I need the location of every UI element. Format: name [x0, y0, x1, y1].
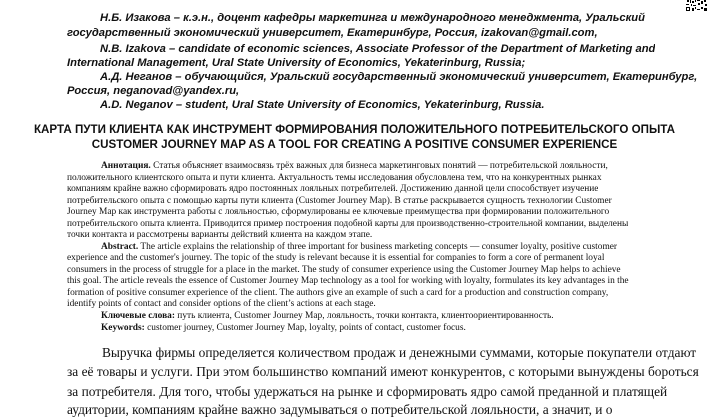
- keywords-en-label: Keywords:: [101, 323, 145, 333]
- annotation-line-1: Аннотация. Статья объясняет взаимосвязь трёх важных для бизнеса маркетинговых понятий — потребительской лояльности,: [101, 161, 608, 171]
- author-line-5: А.Д. Неганов – обучающийся, Уральский государственный экономический университет, Екатеринбург,: [100, 71, 698, 83]
- abstract-line-6: identify points of contact and consider options of the client’s actions at each stage.: [67, 299, 376, 309]
- keywords-ru: Ключевые слова: путь клиента, Customer Journey Map, лояльность, точки контакта, клиентоориентированность.: [101, 311, 554, 321]
- abstract-label: Abstract.: [101, 241, 139, 252]
- keywords-ru-label: Ключевые слова:: [101, 311, 175, 321]
- author-line-3: N.B. Izakova – candidate of economic sciences, Associate Professor of the Department of Marketing and: [100, 43, 656, 55]
- author-line-7: A.D. Neganov – student, Ural State University of Economics, Yekaterinburg, Russia.: [100, 99, 545, 111]
- author-line-4: International Management, Ural State University of Economics, Yekaterinburg, Russia;: [67, 57, 526, 69]
- abstract-line-5: formation of positive consumer experience of the client. The authors give an example of such a card for a production and construction company,: [67, 287, 609, 298]
- annotation-line-7: точки контакта и рассмотрены варианты действий клиента на каждом этапе.: [67, 230, 373, 240]
- qr-code-icon: [686, 0, 708, 12]
- title-en: CUSTOMER JOURNEY MAP AS A TOOL FOR CREATING A POSITIVE CONSUMER EXPERIENCE: [91, 138, 618, 151]
- keywords-en: Keywords: customer journey, Customer Journey Map, loyalty, points of contact, customer focus.: [101, 323, 466, 333]
- annotation-line-3: компаниям крайне важно сформировать ядро постоянных лояльных потребителей. Достижению данной цели способствует изучение: [67, 184, 599, 194]
- abstract-line-2: experience and the customer's journey. The topic of the study is relevant because it is essential for companies to form a core of permanent loyal: [67, 253, 605, 263]
- title-ru: КАРТА ПУТИ КЛИЕНТА КАК ИНСТРУМЕНТ ФОРМИРОВАНИЯ ПОЛОЖИТЕЛЬНОГО ПОТРЕБИТЕЛЬСКОГО ОПЫТА: [33, 123, 676, 136]
- body-line-4: аудитории, компаниям крайне важно задумываться о потребительской лояльности, а значит, и о: [67, 402, 613, 417]
- annotation-line-4: потребительского опыта с помощью карты пути клиента (Customer Journey Map). В статье раскрывается сущность технологии Customer: [67, 195, 612, 206]
- annotation-line-6: потребительского опыта клиента. Приводится пример построения подобной карты для производственно-строительной компании, выделены: [67, 218, 629, 229]
- author-line-6: Россия, neganovad@yandex.ru,: [67, 85, 240, 97]
- annotation-line-5: Journey Map как инструмента работы с лояльностью, сформулированы ее ключевые преимущества при формировании положительного: [67, 207, 610, 217]
- body-line-3: за потребителя. Для того, чтобы удержаться на рынке и сформировать ядро самой преданной и платящей: [67, 383, 668, 399]
- body-line-2: за её товары и услуги. При этом большинство компаний имеют конкурентов, с которыми вынуждены бороться: [67, 364, 699, 379]
- annotation-label: Аннотация.: [101, 161, 151, 171]
- abstract-line-3: consumers in the process of struggle for a place in the market. The study of consumer experience using the Customer Journey Map helps to achieve: [67, 264, 621, 275]
- annotation-line-2: положительного клиентского опыта и пути клиента. Актуальность темы исследования обусловлена тем, что на конкурентных рынках: [67, 172, 602, 183]
- author-line-2: государственный экономический университет, Екатеринбург, Россия, izakovan@gmail.com,: [67, 27, 598, 39]
- abstract-line-1: Abstract. The article explains the relationship of three important for business marketing concepts — consumer loyalty, positive customer: [101, 241, 618, 252]
- body-line-1: Выручка фирмы определяется количеством продаж и денежными суммами, которые покупатели отдают: [102, 345, 697, 360]
- author-line-1: Н.Б. Изакова – к.э.н., доцент кафедры маркетинга и международного менеджмента, Уральский: [100, 12, 645, 24]
- abstract-line-4: this goal. The article reveals the essence of Customer Journey Map technology as a tool for working with loyalty, formulates its key advantages in the: [67, 276, 629, 286]
